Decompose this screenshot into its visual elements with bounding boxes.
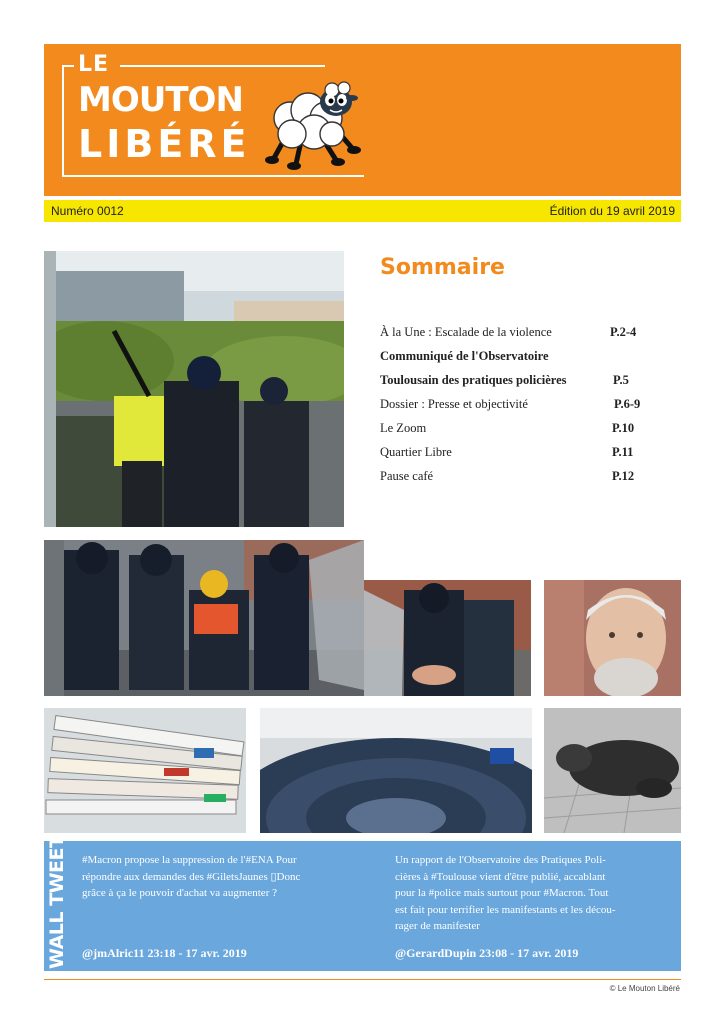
sheep-mascot-icon <box>252 74 370 170</box>
toc-entry[interactable] <box>380 344 680 368</box>
photo-homeless-person <box>544 708 681 833</box>
tweet-line: répondre aux demandes des #GiletsJaunes ▯Donc <box>82 870 301 883</box>
photo-parliament <box>260 708 532 833</box>
photo-police-shield <box>364 580 531 696</box>
toc-label: Pause café <box>380 469 434 483</box>
wall-tweet-label: WALL TWEET <box>46 835 68 969</box>
edition-bar <box>44 200 681 222</box>
copyright-notice: © Le Mouton Libéré <box>609 984 680 993</box>
toc-entry[interactable] <box>380 464 680 488</box>
toc-label: Dossier : Presse et objectivité <box>380 397 528 411</box>
logo-frame-line <box>62 65 64 177</box>
toc-label: Quartier Libre <box>380 445 452 459</box>
tweet-text <box>395 852 675 935</box>
toc-entry[interactable] <box>380 416 680 440</box>
toc-entry[interactable] <box>380 440 680 464</box>
tweet-line: Un rapport de l'Observatoire des Pratiques Poli- <box>395 854 606 866</box>
table-of-contents <box>380 320 680 488</box>
toc-page: P.5 <box>613 373 629 387</box>
toc-entry[interactable] <box>380 320 680 344</box>
photo-riot-police <box>44 540 364 696</box>
toc-page: P.6-9 <box>614 397 641 411</box>
tweet-line: pour la #police mais surtout pour #Macron. Tout <box>395 887 609 899</box>
tweet-line: rager de manifester <box>395 920 480 932</box>
toc-page: P.11 <box>612 445 634 459</box>
tweet-author[interactable]: @GerardDupin 23:08 - 17 avr. 2019 <box>395 946 579 960</box>
issue-number: Numéro 0012 <box>51 204 124 218</box>
toc-label: À la Une : Escalade de la violence <box>380 325 552 339</box>
tweet-line: grâce à ça le pouvoir d'achat va augmenter ? <box>82 887 277 899</box>
toc-entry[interactable] <box>380 368 680 392</box>
wall-tweet-panel <box>44 835 681 971</box>
photo-newspapers <box>44 708 246 833</box>
logo-text-le: LE <box>78 52 110 77</box>
photo-portrait <box>544 580 681 696</box>
logo-frame-line <box>62 175 364 177</box>
logo-frame-line <box>120 65 325 67</box>
edition-date: Édition du 19 avril 2019 <box>549 204 675 218</box>
toc-label: Toulousain des pratiques policières <box>380 373 567 387</box>
toc-page: P.12 <box>612 469 635 483</box>
toc-label: Communiqué de l'Observatoire <box>380 349 549 363</box>
photo-police-gilet-jaune <box>44 251 344 527</box>
tweet-author[interactable]: @jmAlric11 23:18 - 17 avr. 2019 <box>82 946 247 960</box>
tweet-text <box>82 852 382 902</box>
toc-page: P.2-4 <box>610 325 637 339</box>
sommaire-title: Sommaire <box>380 255 505 280</box>
logo-text-libere: LIBÉRÉ <box>78 122 251 166</box>
footer-divider <box>44 979 681 980</box>
toc-page: P.10 <box>612 421 635 435</box>
tweet-line: est fait pour terrifier les manifestants et les décou- <box>395 903 616 916</box>
toc-entry[interactable] <box>380 392 680 416</box>
tweet-line: #Macron propose la suppression de l'#ENA Pour <box>82 854 297 866</box>
toc-label: Le Zoom <box>380 421 427 435</box>
tweet-line: cières à #Toulouse vient d'être publié, accablant <box>395 870 606 883</box>
logo-text-mouton: MOUTON <box>78 80 243 120</box>
masthead <box>44 44 681 196</box>
